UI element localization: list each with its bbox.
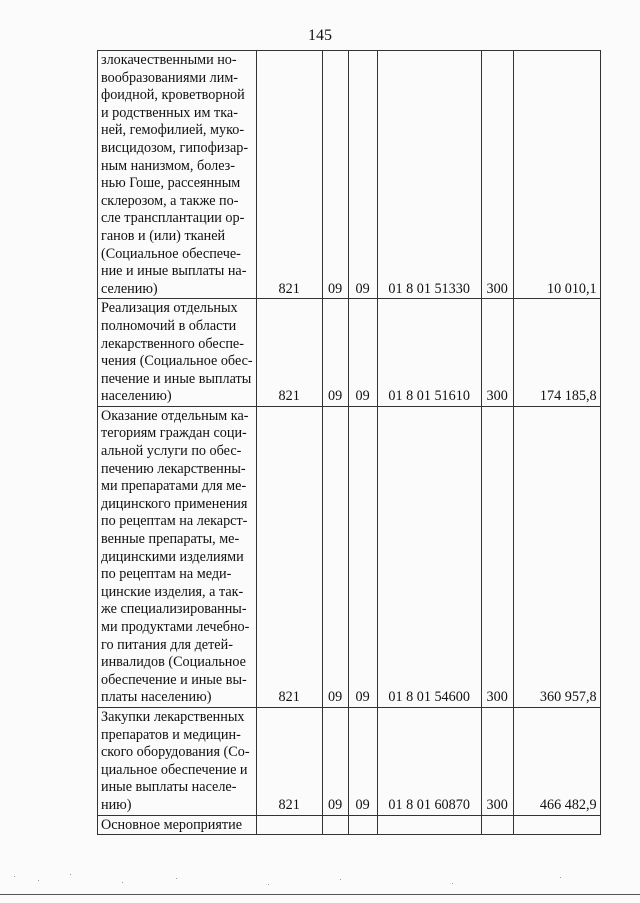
table-row [98, 707, 601, 815]
description-line: ней, гемофилией, муко- [101, 122, 245, 139]
description-line: препаратов и медицин- [101, 726, 241, 743]
target-article-code: 01 8 01 51610 [377, 299, 481, 407]
table-row [98, 51, 601, 299]
description-line: ми продуктами лечебно- [101, 619, 250, 635]
budget-table-body [98, 51, 601, 835]
description-line: ского оборудования (Со- [101, 744, 250, 761]
description-line: платы населению) [101, 689, 212, 706]
description-line: (Социальное обеспече- [101, 245, 241, 262]
section-code: 09 [322, 406, 348, 707]
description-line: циальное обеспечение и [101, 761, 248, 778]
expense-type-code: 300 [481, 299, 513, 407]
row-description [98, 707, 257, 815]
description-line: селению) [101, 280, 158, 297]
description-line: нью Гоше, рассеянным [101, 175, 241, 192]
description-line: тегориям граждан соци- [101, 425, 247, 442]
amount: 174 185,8 [513, 299, 600, 407]
description-line: населению) [101, 388, 172, 405]
description-line: и родственных им тка- [101, 104, 238, 121]
description-line: по рецептам на меди- [101, 566, 232, 583]
ministry-code: 821 [256, 707, 322, 815]
target-article-code: 01 8 01 54600 [377, 406, 481, 707]
description-line: фоидной, кроветворной [101, 87, 245, 104]
expense-type-code: 300 [481, 406, 513, 707]
subsection-code: 09 [348, 299, 377, 407]
row-description [98, 299, 257, 407]
table-row [98, 815, 601, 835]
description-line: же специализированны- [101, 601, 247, 618]
section-code [322, 815, 348, 835]
description-line: чения (Социальное обес- [101, 353, 253, 370]
description-line: печение и иные выплаты [101, 370, 252, 387]
description-line: печению лекарственны- [101, 460, 246, 477]
description-line: злокачественными но- [101, 52, 237, 68]
amount [513, 815, 600, 835]
expense-type-code: 300 [481, 707, 513, 815]
amount: 360 957,8 [513, 406, 600, 707]
subsection-code: 09 [348, 707, 377, 815]
description-line: ми препаратами для ме- [101, 478, 247, 495]
description-line: сле трансплантации ор- [101, 210, 245, 227]
amount: 10 010,1 [513, 51, 600, 299]
ministry-code: 821 [256, 51, 322, 299]
subsection-code: 09 [348, 406, 377, 707]
subsection-code [348, 815, 377, 835]
target-article-code [377, 815, 481, 835]
amount: 466 482,9 [513, 707, 600, 815]
ministry-code: 821 [256, 406, 322, 707]
description-line: альной услуги по обес- [101, 443, 242, 460]
page-bottom-edge [0, 894, 640, 895]
budget-table [97, 50, 601, 835]
page-number: 145 [308, 27, 332, 44]
row-description [98, 51, 257, 299]
description-line: иные выплаты населе- [101, 779, 237, 796]
description-line: дицинскими изделиями [101, 548, 244, 565]
section-code: 09 [322, 299, 348, 407]
row-description [98, 406, 257, 707]
description-line: цинские изделия, а так- [101, 583, 244, 600]
ministry-code: 821 [256, 299, 322, 407]
table-row [98, 299, 601, 407]
description-line: по рецептам на лекарст- [101, 513, 248, 530]
table-row [98, 406, 601, 707]
section-code: 09 [322, 51, 348, 299]
description-line: обеспечение и иные вы- [101, 671, 247, 688]
description-line: инвалидов (Социальное [101, 654, 246, 671]
description-line: ным нанизмом, болез- [101, 157, 236, 174]
description-line: венные препараты, ме- [101, 531, 240, 548]
target-article-code: 01 8 01 60870 [377, 707, 481, 815]
row-description [98, 815, 257, 835]
subsection-code: 09 [348, 51, 377, 299]
target-article-code: 01 8 01 51330 [377, 51, 481, 299]
description-line: дицинского применения [101, 495, 248, 512]
description-line: Оказание отдельным ка- [101, 407, 249, 424]
description-line: Закупки лекарственных [101, 708, 245, 725]
ministry-code [256, 815, 322, 835]
description-line: полномочий в области [101, 317, 237, 334]
description-line: висцидозом, гипофизар- [101, 139, 249, 156]
expense-type-code: 300 [481, 51, 513, 299]
description-line: го питания для детей- [101, 636, 233, 653]
section-code: 09 [322, 707, 348, 815]
description-line: вообразованиями лим- [101, 69, 239, 86]
description-line: нию) [101, 796, 132, 813]
description-line: склерозом, а также по- [101, 192, 239, 209]
scan-noise [0, 870, 640, 890]
description-line: ние и иные выплаты на- [101, 263, 247, 280]
description-line: Реализация отдельных [101, 300, 238, 317]
description-line: ганов и (или) тканей [101, 227, 226, 244]
expense-type-code [481, 815, 513, 835]
description-line: Основное мероприятие [101, 816, 242, 833]
description-line: лекарственного обеспе- [101, 335, 244, 352]
